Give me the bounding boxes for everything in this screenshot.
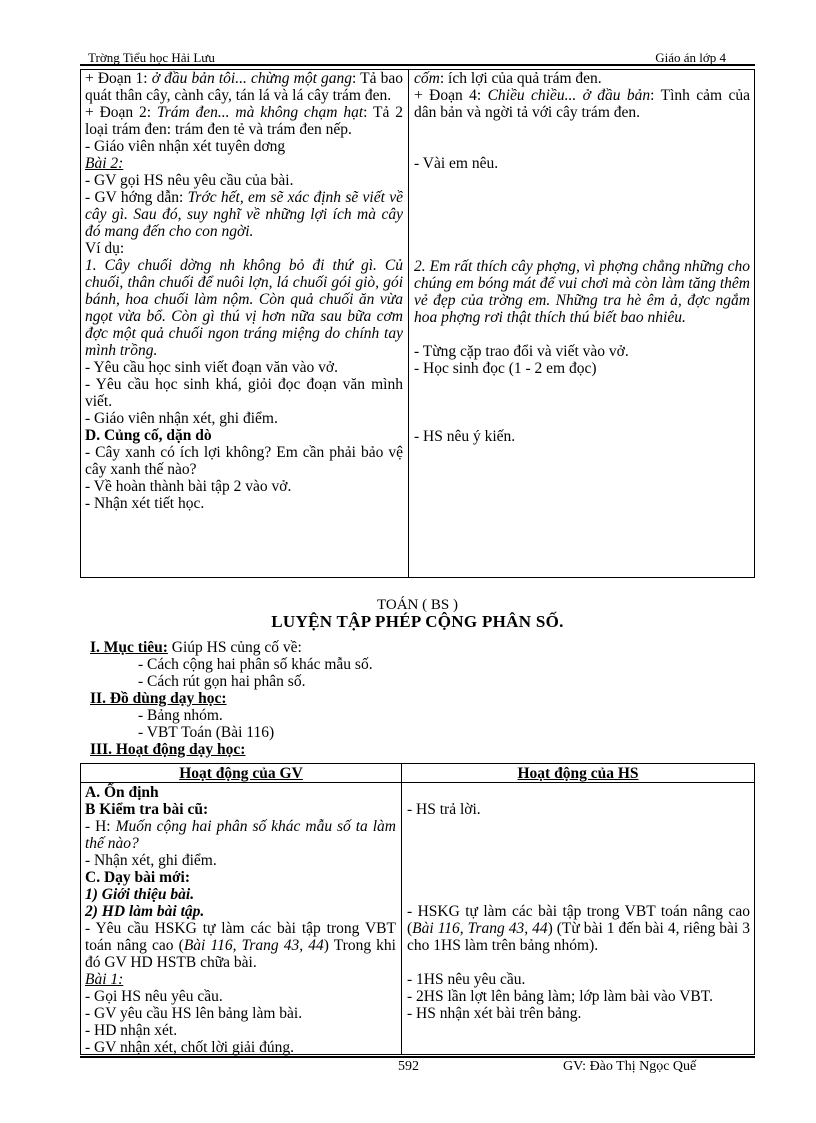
- student-column: [414, 70, 750, 577]
- para: [85, 818, 396, 852]
- text-run: - Học sinh đọc (1 - 2 em đọc): [414, 360, 597, 377]
- text-run: - Yêu cầu học sinh viết đoạn văn vào vở.: [85, 359, 338, 376]
- para: [85, 444, 403, 478]
- header-student: Hoạt động của HS: [517, 765, 639, 782]
- text-run: - Giáo viên nhận xét tuyên dơng: [85, 138, 286, 155]
- text-run: - 2HS lần lợt lên bảng làm; lớp làm bài vào VBT.: [407, 988, 713, 1005]
- text-run: - HS trả lời.: [407, 801, 481, 818]
- teacher-name: GV: Đào Thị Ngọc Quế: [563, 1059, 697, 1074]
- text-run: - HSKG tự làm các bài tập trong VBT toán nâng cao (: [407, 903, 750, 937]
- para: [85, 410, 403, 427]
- para: [85, 903, 396, 920]
- text-run: Bài 116, Trang 43, 44: [412, 920, 548, 937]
- text-run: - GV nhận xét, chốt lời giải đúng.: [85, 1039, 294, 1056]
- text-run: A. Ổn định: [85, 784, 159, 801]
- text-run: B Kiểm tra bài cũ:: [85, 801, 209, 818]
- para: [85, 920, 396, 971]
- para: [407, 971, 750, 988]
- text-run: Bài 116, Trang 43, 44: [183, 937, 324, 954]
- lesson-title: LUYỆN TẬP PHÉP CỘNG PHÂN SỐ.: [271, 612, 564, 631]
- goal-label: I. Mục tiêu:: [90, 639, 168, 656]
- para: [85, 495, 403, 512]
- para: [85, 478, 403, 495]
- header-teacher: Hoạt động của GV: [179, 765, 303, 782]
- goal-item: - Cách rút gọn hai phân số.: [138, 673, 306, 690]
- text-run: - HD nhận xét.: [85, 1022, 178, 1039]
- text-run: - Gọi HS nêu yêu cầu.: [85, 988, 223, 1005]
- para: [85, 1005, 396, 1022]
- goal-text: Giúp HS củng cố về:: [167, 639, 302, 656]
- header-rule: [80, 64, 755, 66]
- para: [414, 70, 750, 87]
- text-run: - Giáo viên nhận xét, ghi điểm.: [85, 410, 278, 427]
- para: [407, 1005, 750, 1022]
- text-run: 2. Em rất thích cây phợng, vì phợng chẳng những cho chúng em bóng mát để vui chơi mà còn làm tăng thêm vẻ đẹp của trờng em. Những tra hè êm ả, đợc ngắm hoa phợng rơi thật thích thú biết bao nhiêu.: [414, 258, 750, 326]
- header-divider: [81, 782, 754, 783]
- para: [85, 138, 403, 155]
- para: [85, 852, 396, 869]
- school-name: Trờng Tiểu học Hải Lưu: [88, 50, 215, 65]
- equipment-item: - Bảng nhóm.: [138, 707, 223, 724]
- para: [407, 903, 750, 954]
- text-run: - HS nêu ý kiến.: [414, 428, 516, 445]
- activities-label: III. Hoạt động dạy học:: [90, 741, 246, 758]
- para: [85, 869, 396, 886]
- text-run: - Yêu cầu HSKG tự làm các bài tập trong VBT toán nâng cao (: [85, 920, 396, 954]
- text-run: - Cây xanh có ích lợi không? Em cần phải bảo vệ cây xanh thế nào?: [85, 444, 403, 478]
- goal-line: [90, 639, 730, 656]
- para: [414, 87, 750, 121]
- text-run: Bài 2:: [85, 155, 124, 172]
- equipment-label: II. Đồ dùng dạy học:: [90, 690, 227, 707]
- text-run: D. Củng cố, dặn dò: [85, 427, 212, 444]
- text-run: + Đoạn 1:: [85, 70, 152, 87]
- para: [85, 971, 396, 988]
- para: [85, 427, 403, 444]
- column-divider: [401, 764, 402, 1054]
- text-run: - Vài em nêu.: [414, 155, 499, 172]
- para: [414, 343, 750, 360]
- grade-label: Giáo án lớp 4: [655, 50, 726, 65]
- text-run: - Nhận xét, ghi điểm.: [85, 852, 217, 869]
- text-run: Bài 1:: [85, 971, 124, 988]
- para: [85, 172, 403, 189]
- text-run: ) (Từ bài 1 đến bài 4, riêng bài 3 cho 1HS làm trên bảng nhóm).: [407, 920, 750, 954]
- text-run: - GV gọi HS nêu yêu cầu của bài.: [85, 172, 294, 189]
- column-divider: [408, 70, 409, 577]
- page-number: 592: [398, 1059, 419, 1074]
- text-run: ) Trong khi đó GV HD HSTB chữa bài.: [85, 937, 396, 971]
- text-run: 1. Cây chuối dờng nh không bỏ đi thứ gì. Củ chuối, thân chuối để nuôi lợn, lá chuối gói giò, gói bánh, hoa chuối làm nộm. Còn quả chuối ăn vừa ngọt vừa bổ. Còn gì thú vị hơn nữa sau bữa cơm đợc một quả chuối ngon tráng miệng do chính tay mình trồng.: [85, 257, 403, 359]
- text-run: - H:: [85, 818, 116, 835]
- text-run: ở đầu bản tôi... chừng một gang: [151, 70, 353, 87]
- text-run: - GV yêu cầu HS lên bảng làm bài.: [85, 1005, 303, 1022]
- text-run: - Yêu cầu học sinh khá, giỏi đọc đoạn văn mình viết.: [85, 376, 403, 410]
- text-run: 1) Giới thiệu bài.: [85, 886, 195, 903]
- para: [85, 240, 403, 257]
- subject-label: TOÁN ( BS ): [377, 597, 458, 613]
- text-run: : Tả 2 loại trám đen: trám đen tẻ và trám đen nếp.: [85, 104, 404, 138]
- text-run: Ví dụ:: [85, 240, 125, 257]
- para: [85, 801, 396, 818]
- activities-table: [80, 763, 755, 1055]
- text-run: C. Dạy bài mới:: [85, 869, 191, 886]
- para: [407, 988, 750, 1005]
- text-run: Chiều chiều... ở đầu bản: [487, 87, 651, 104]
- para: [85, 1022, 396, 1039]
- text-run: : Tình cảm của dân bản và ngời tả với cây trám đen.: [414, 87, 750, 121]
- para: [414, 155, 750, 172]
- para: [85, 189, 403, 240]
- text-run: Trớc hết, em sẽ xác định sẽ viết về cây gì. Sau đó, suy nghĩ về những lợi ích mà cây đó mang đến cho con ngời.: [85, 189, 403, 240]
- text-run: : ích lợi của quả trám đen.: [439, 70, 602, 87]
- para: [414, 258, 750, 326]
- para: [85, 988, 396, 1005]
- text-run: + Đoạn 4:: [414, 87, 488, 104]
- para: [85, 359, 403, 376]
- equipment-item: - VBT Toán (Bài 116): [138, 724, 275, 741]
- text-run: cốm: [414, 70, 440, 87]
- para: [85, 1039, 396, 1056]
- para: [85, 257, 403, 359]
- text-run: - HS nhận xét bài trên bảng.: [407, 1005, 582, 1022]
- goals-section: [90, 639, 730, 758]
- text-run: Muốn cộng hai phân số khác mẫu số ta làm thế nào?: [85, 818, 396, 852]
- teacher-column: [85, 784, 396, 1054]
- para: [85, 376, 403, 410]
- student-column: [407, 784, 750, 1054]
- text-run: 2) HD làm bài tập.: [85, 903, 205, 920]
- text-run: - Từng cặp trao đổi và viết vào vở.: [414, 343, 629, 360]
- top-lesson-table: [80, 69, 755, 578]
- text-run: - Về hoàn thành bài tập 2 vào vở.: [85, 478, 292, 495]
- para: [85, 155, 403, 172]
- text-run: - Nhận xét tiết học.: [85, 495, 205, 512]
- text-run: : Tả bao quát thân cây, cành cây, tán lá và lá cây trám đen.: [85, 70, 403, 104]
- para: [85, 886, 396, 903]
- text-run: Trám đen... mà không chạm hạt: [156, 104, 364, 121]
- para: [407, 801, 750, 818]
- text-run: - 1HS nêu yêu cầu.: [407, 971, 526, 988]
- para: [85, 70, 403, 104]
- goal-item: - Cách cộng hai phân số khác mẫu số.: [138, 656, 373, 673]
- text-run: - GV hớng dẫn:: [85, 189, 188, 206]
- text-run: + Đoạn 2:: [85, 104, 157, 121]
- teacher-column: [85, 70, 403, 577]
- para: [414, 428, 750, 445]
- para: [85, 784, 396, 801]
- para: [85, 104, 403, 138]
- para: [414, 360, 750, 377]
